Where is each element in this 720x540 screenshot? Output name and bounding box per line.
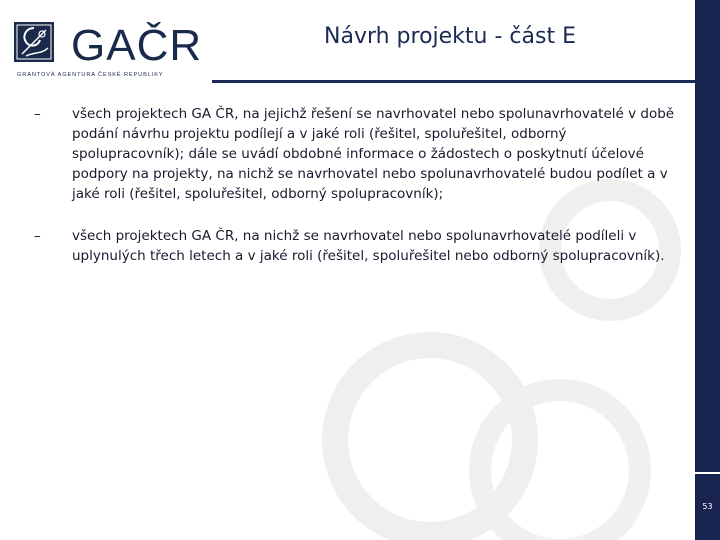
bullet-list xyxy=(28,104,680,288)
logo-subtitle: GRANTOVÁ AGENTURA ČESKÉ REPUBLIKY xyxy=(17,72,164,78)
bullet-marker: – xyxy=(34,106,41,122)
slide-title: Návrh projektu - část E xyxy=(324,24,576,49)
bullet-marker: – xyxy=(34,228,41,244)
title-underline xyxy=(212,80,695,83)
gacr-logo xyxy=(14,14,203,78)
page-number: 53 xyxy=(702,502,713,511)
sidebar-divider xyxy=(695,472,720,474)
gacr-emblem-icon xyxy=(14,22,54,62)
list-item xyxy=(28,104,680,204)
list-item xyxy=(28,226,680,266)
logo-wordmark: GAČR xyxy=(71,21,203,70)
bullet-text: všech projektech GA ČR, na nichž se navrhovatel nebo spolunavrhovatelé podíleli v uplynulých třech letech a v jaké roli (řešitel, spoluřešitel nebo odborný spolupracovník). xyxy=(72,228,665,264)
bullet-text: všech projektech GA ČR, na jejichž řešení se navrhovatel nebo spolunavrhovatelé v době podání návrhu projektu podílejí a v jaké roli (řešitel, spoluřešitel, odborný spolupracovník); dále se uvádí obdobné informace o žádostech o poskytnutí účelové podpory na projekty, na nichž se navrhovatel nebo spolunavrhovatelé budou podílet a v jaké roli (řešitel, spoluřešitel, odborný spolupracovník); xyxy=(72,106,675,202)
right-sidebar xyxy=(695,0,720,540)
